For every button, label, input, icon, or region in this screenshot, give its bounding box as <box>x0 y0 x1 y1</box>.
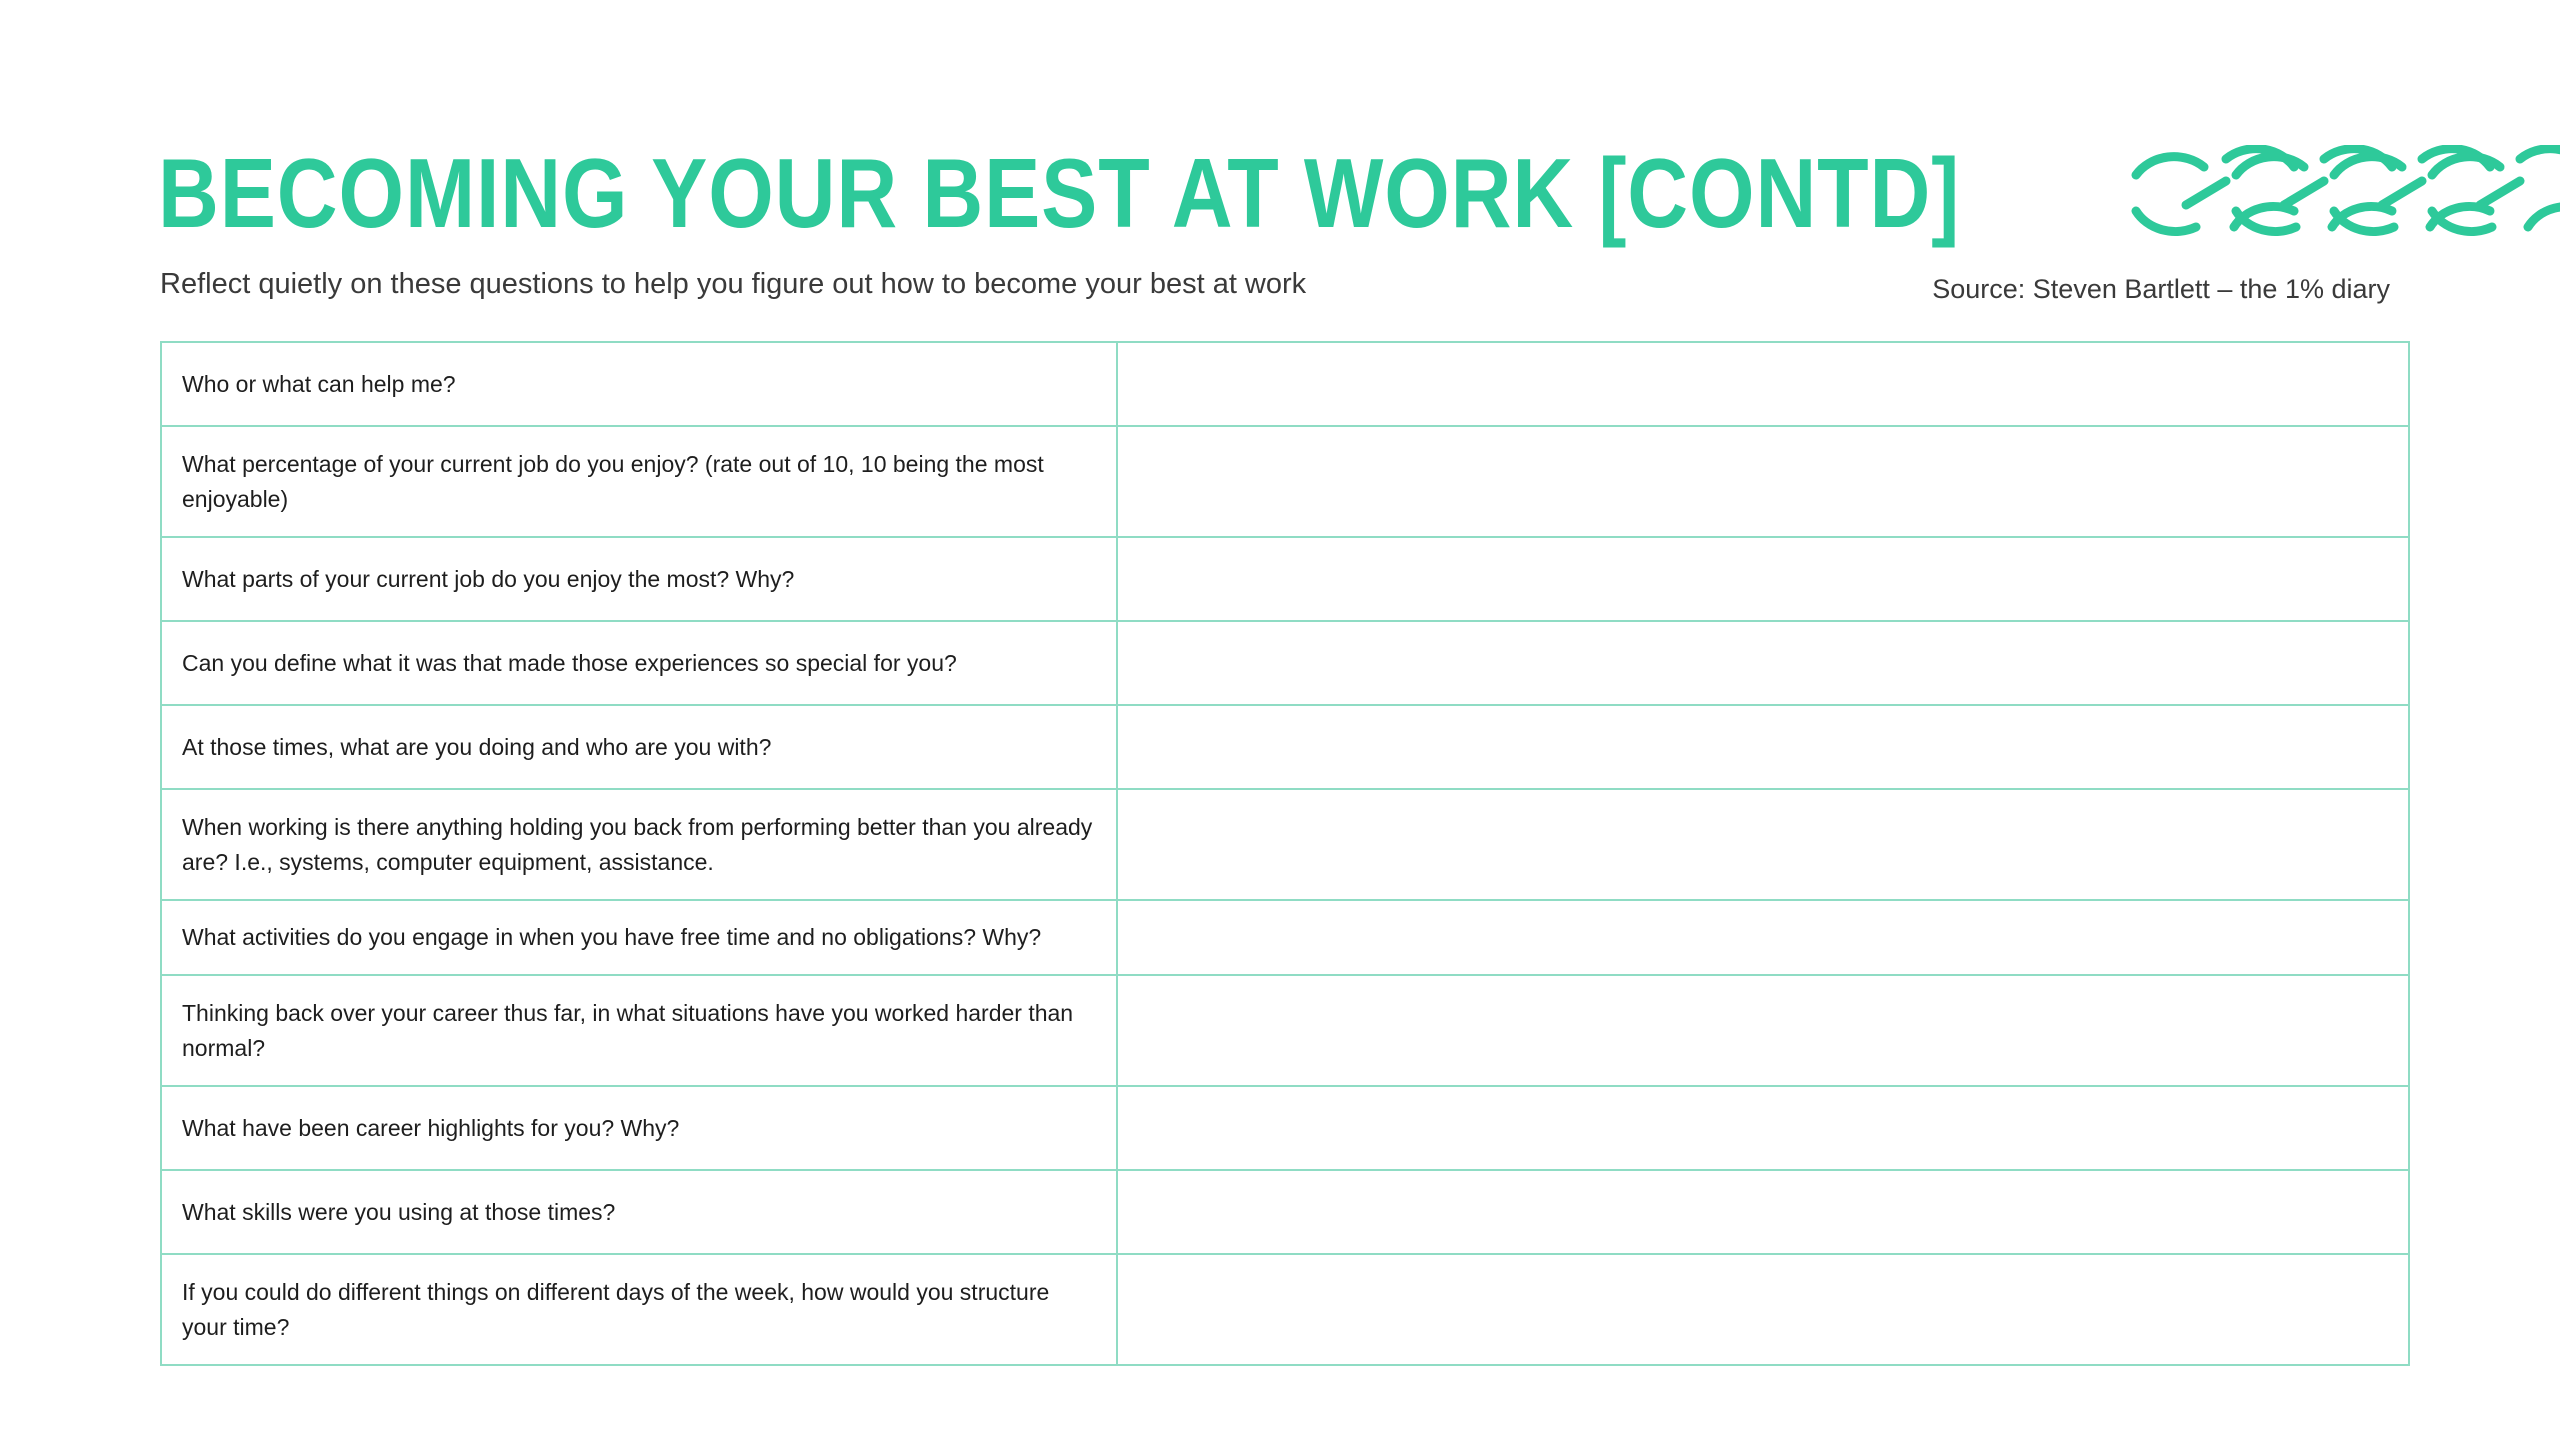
question-cell: What activities do you engage in when you have free time and no obligations? Why? <box>161 900 1117 975</box>
answer-cell[interactable] <box>1117 1086 2409 1170</box>
answer-cell[interactable] <box>1117 1254 2409 1365</box>
answer-cell[interactable] <box>1117 705 2409 789</box>
table-row <box>161 1086 2409 1170</box>
table-row <box>161 900 2409 975</box>
answer-cell[interactable] <box>1117 426 2409 537</box>
question-cell: Can you define what it was that made those experiences so special for you? <box>161 621 1117 705</box>
answer-cell[interactable] <box>1117 621 2409 705</box>
question-cell: What skills were you using at those times? <box>161 1170 1117 1254</box>
answer-cell[interactable] <box>1117 789 2409 900</box>
question-cell: If you could do different things on different days of the week, how would you structure your time? <box>161 1254 1117 1365</box>
question-cell: Thinking back over your career thus far, in what situations have you worked harder than normal? <box>161 975 1117 1086</box>
table-row <box>161 426 2409 537</box>
question-cell: What have been career highlights for you? Why? <box>161 1086 1117 1170</box>
table-row <box>161 621 2409 705</box>
question-cell: When working is there anything holding you back from performing better than you already are? I.e., systems, computer equipment, assistance. <box>161 789 1117 900</box>
question-cell: Who or what can help me? <box>161 342 1117 426</box>
table-row <box>161 1254 2409 1365</box>
question-cell: What percentage of your current job do you enjoy? (rate out of 10, 10 being the most enjoyable) <box>161 426 1117 537</box>
table-row <box>161 1170 2409 1254</box>
table-row <box>161 537 2409 621</box>
table-row <box>161 705 2409 789</box>
table-row <box>161 789 2409 900</box>
answer-cell[interactable] <box>1117 537 2409 621</box>
answer-cell[interactable] <box>1117 900 2409 975</box>
page-subtitle: Reflect quietly on these questions to help you figure out how to become your best at work <box>160 268 1307 300</box>
page-title: BECOMING YOUR BEST AT WORK [CONTD] <box>158 138 1961 248</box>
answer-cell[interactable] <box>1117 975 2409 1086</box>
table-row <box>161 342 2409 426</box>
questions-table <box>160 341 2410 1366</box>
answer-cell[interactable] <box>1117 342 2409 426</box>
question-cell: At those times, what are you doing and who are you with? <box>161 705 1117 789</box>
source-citation: Source: Steven Bartlett – the 1% diary <box>1932 274 2390 304</box>
table-row <box>161 975 2409 1086</box>
linked-rings-icon <box>2126 145 2560 241</box>
answer-cell[interactable] <box>1117 1170 2409 1254</box>
question-cell: What parts of your current job do you enjoy the most? Why? <box>161 537 1117 621</box>
